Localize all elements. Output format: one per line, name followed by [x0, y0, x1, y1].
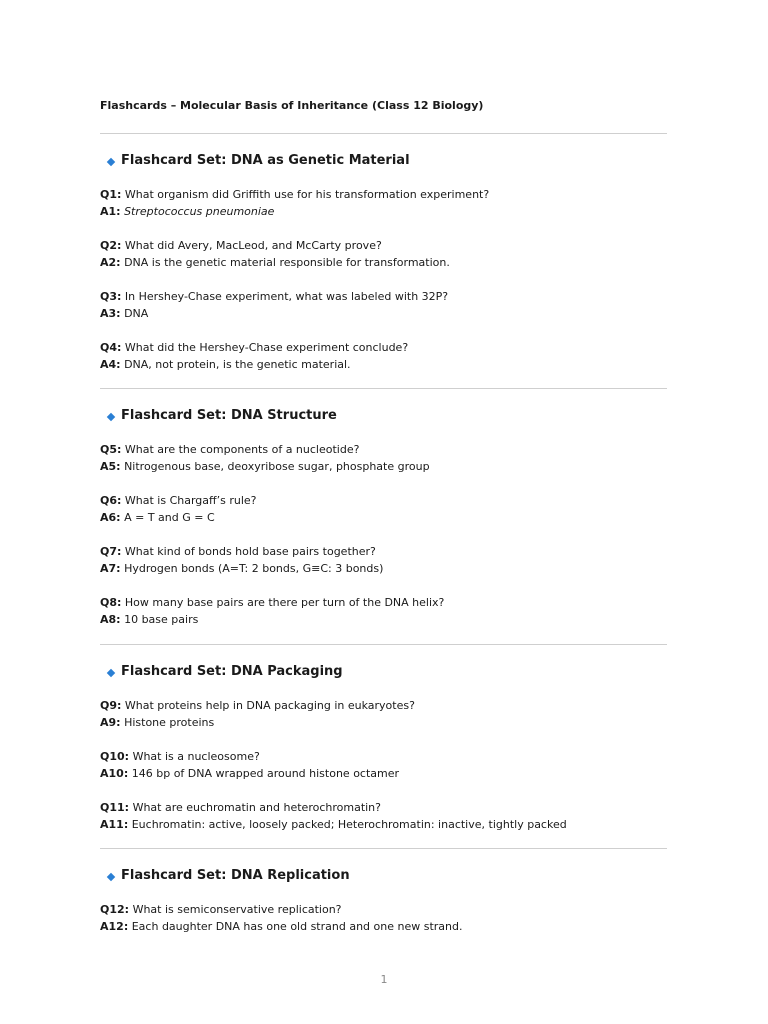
answer	[100, 765, 667, 782]
answer-label: A3:	[100, 307, 121, 320]
answer	[100, 918, 667, 935]
diamond-icon	[107, 669, 115, 677]
question-text: What kind of bonds hold base pairs together?	[124, 545, 376, 558]
question-text: What are euchromatin and heterochromatin?	[132, 801, 381, 814]
answer-label: A12:	[100, 920, 129, 933]
answer-label: A6:	[100, 511, 121, 524]
answer	[100, 356, 667, 373]
answer-text: Euchromatin: active, loosely packed; Heterochromatin: inactive, tightly packed	[131, 818, 567, 831]
flashcard	[100, 594, 667, 628]
flashcard	[100, 339, 667, 373]
answer	[100, 509, 667, 526]
question	[100, 594, 667, 611]
flashcard	[100, 492, 667, 526]
question	[100, 288, 667, 305]
answer	[100, 458, 667, 475]
question-label: Q5:	[100, 443, 122, 456]
question-label: Q8:	[100, 596, 122, 609]
flashcard	[100, 697, 667, 731]
answer-text: Nitrogenous base, deoxyribose sugar, phosphate group	[124, 460, 430, 473]
answer-text: Histone proteins	[124, 716, 215, 729]
flashcard	[100, 186, 667, 220]
answer-label: A7:	[100, 562, 121, 575]
question	[100, 186, 667, 203]
question-label: Q3:	[100, 290, 122, 303]
question	[100, 799, 667, 816]
answer-text: DNA, not protein, is the genetic material.	[124, 358, 351, 371]
divider	[100, 388, 667, 389]
answer-label: A11:	[100, 818, 129, 831]
section-heading-text: Flashcard Set: DNA Structure	[121, 408, 337, 423]
question-label: Q12:	[100, 903, 130, 916]
section-heading	[100, 408, 667, 428]
question	[100, 697, 667, 714]
question-label: Q11:	[100, 801, 130, 814]
answer-text: 10 base pairs	[124, 613, 199, 626]
answer-label: A4:	[100, 358, 121, 371]
section-heading	[100, 153, 667, 173]
flashcard	[100, 237, 667, 271]
flashcard	[100, 799, 667, 833]
question	[100, 748, 667, 765]
question-text: What proteins help in DNA packaging in eukaryotes?	[124, 699, 415, 712]
question-text: What organism did Griffith use for his transformation experiment?	[124, 188, 490, 201]
question-text: What are the components of a nucleotide?	[124, 443, 360, 456]
question	[100, 339, 667, 356]
answer-label: A2:	[100, 256, 121, 269]
answer-text: A = T and G = C	[124, 511, 215, 524]
answer-text: 146 bp of DNA wrapped around histone octamer	[131, 767, 400, 780]
question-label: Q7:	[100, 545, 122, 558]
answer	[100, 611, 667, 628]
diamond-icon	[107, 873, 115, 881]
answer	[100, 203, 667, 220]
answer-text: DNA	[124, 307, 149, 320]
question-label: Q9:	[100, 699, 122, 712]
answer-label: A8:	[100, 613, 121, 626]
divider	[100, 644, 667, 645]
flashcard-set-dna-structure	[100, 408, 667, 628]
section-heading	[100, 868, 667, 888]
question-label: Q2:	[100, 239, 122, 252]
answer-label: A1:	[100, 205, 121, 218]
question	[100, 237, 667, 254]
question-text: What did the Hershey-Chase experiment conclude?	[124, 341, 409, 354]
section-heading-text: Flashcard Set: DNA Replication	[121, 868, 350, 883]
question-text: What is a nucleosome?	[132, 750, 260, 763]
document-title: Flashcards – Molecular Basis of Inheritance (Class 12 Biology)	[100, 99, 484, 112]
answer	[100, 560, 667, 577]
divider	[100, 133, 667, 134]
answer	[100, 816, 667, 833]
diamond-icon	[107, 158, 115, 166]
question	[100, 441, 667, 458]
question-text: What is semiconservative replication?	[132, 903, 342, 916]
answer-text: Hydrogen bonds (A=T: 2 bonds, G≡C: 3 bonds)	[124, 562, 384, 575]
page-number: 1	[380, 973, 388, 986]
question-text: In Hershey-Chase experiment, what was labeled with 32P?	[124, 290, 449, 303]
divider	[100, 848, 667, 849]
flashcard-set-dna-replication	[100, 868, 667, 935]
answer-label: A9:	[100, 716, 121, 729]
question-text: How many base pairs are there per turn of the DNA helix?	[124, 596, 445, 609]
diamond-icon	[107, 413, 115, 421]
question-label: Q10:	[100, 750, 130, 763]
question-text: What did Avery, MacLeod, and McCarty prove?	[124, 239, 382, 252]
answer-label: A5:	[100, 460, 121, 473]
question	[100, 901, 667, 918]
question	[100, 543, 667, 560]
flashcard	[100, 901, 667, 935]
flashcard	[100, 748, 667, 782]
section-heading	[100, 664, 667, 684]
flashcard-set-dna-packaging	[100, 664, 667, 833]
answer-text: Each daughter DNA has one old strand and one new strand.	[131, 920, 463, 933]
question-text: What is Chargaff’s rule?	[124, 494, 257, 507]
flashcard	[100, 441, 667, 475]
question	[100, 492, 667, 509]
answer-text: Streptococcus pneumoniae	[124, 205, 275, 218]
question-label: Q4:	[100, 341, 122, 354]
section-heading-text: Flashcard Set: DNA as Genetic Material	[121, 153, 410, 168]
flashcard	[100, 288, 667, 322]
flashcard-set-dna-genetic-material	[100, 153, 667, 373]
question-label: Q6:	[100, 494, 122, 507]
flashcard	[100, 543, 667, 577]
answer	[100, 714, 667, 731]
answer-text: DNA is the genetic material responsible for transformation.	[124, 256, 450, 269]
answer	[100, 305, 667, 322]
question-label: Q1:	[100, 188, 122, 201]
answer-label: A10:	[100, 767, 129, 780]
section-heading-text: Flashcard Set: DNA Packaging	[121, 664, 343, 679]
answer	[100, 254, 667, 271]
